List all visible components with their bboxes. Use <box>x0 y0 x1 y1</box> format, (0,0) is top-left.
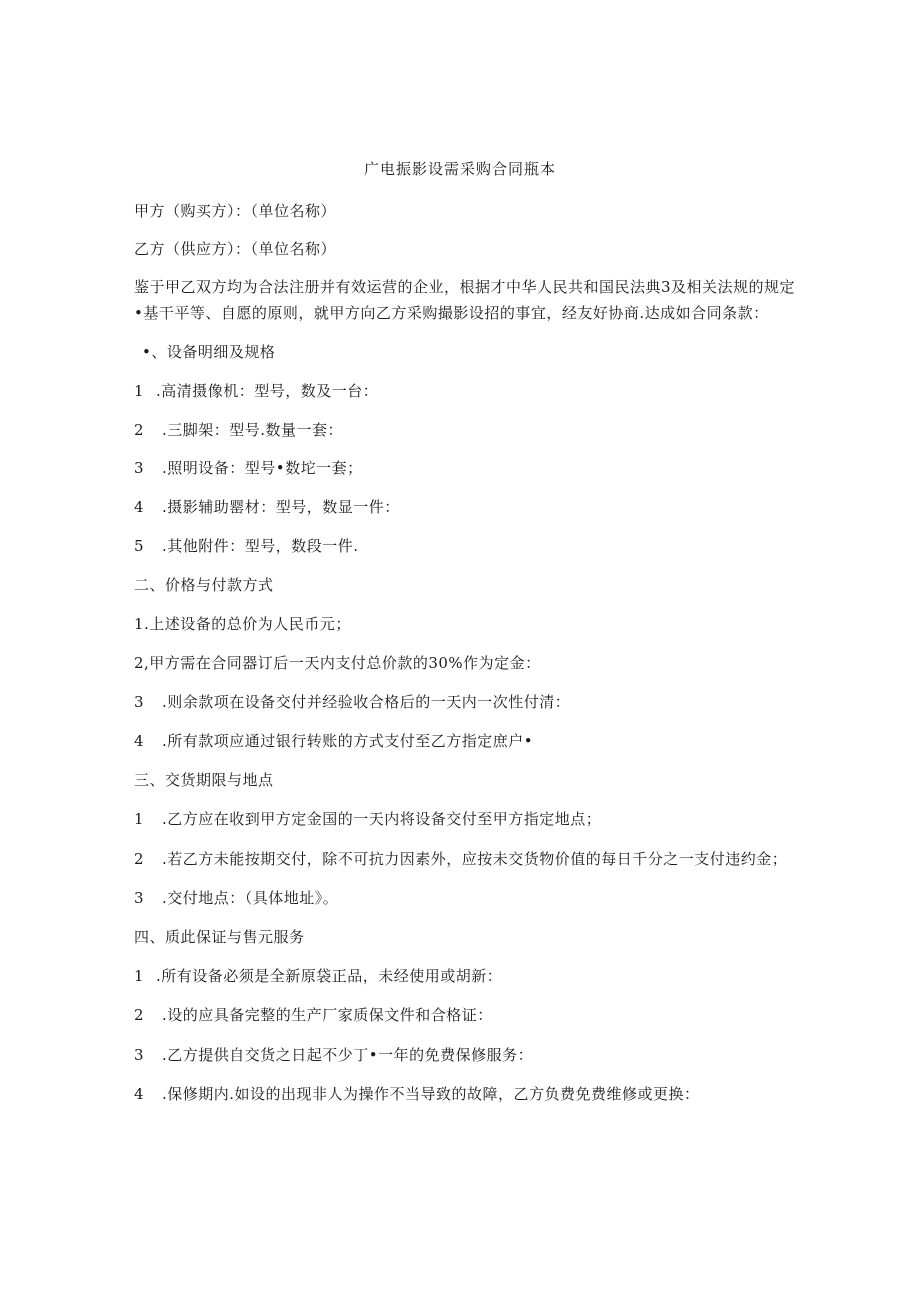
list-item: 2 .三脚架：型号.数量一套： <box>134 421 344 439</box>
section-heading-warranty: 四、质此保证与售元服务 <box>134 928 305 946</box>
list-item: 2,甲方需在合同器订后一天内支付总价款的30%作为定金： <box>134 654 541 672</box>
list-item: 2 .设的应具备完整的生产厂家质保文件和合格证： <box>134 1006 493 1024</box>
list-item: 4 .摄影辅助罂材：型号，数显一件： <box>134 498 400 516</box>
list-item: 3 .则余款项在设备交付并经验收合格后的一天内一次性付清： <box>134 693 571 711</box>
document-title: 广电振影设需采购合同瓶本 <box>363 160 556 178</box>
preamble-line-1: 鉴于甲乙双方均为合法注册并有效运营的企业，根据才中华人民共和国民法典3及相关法规的规定 <box>134 278 796 296</box>
list-item: 1 .所有设备必须是全新原袋正品，未经使用或胡新： <box>134 967 503 985</box>
party-b: 乙方（供应方）：（单位名称） <box>134 240 337 258</box>
list-item: 2 .若乙方未能按期交付，除不可抗力因素外，应按未交货物价值的每日千分之一支付违约金； <box>134 850 788 868</box>
list-item: 4 .所有款项应通过银行转账的方式支付至乙方指定庶户• <box>134 732 534 750</box>
list-item: 4 .保修期内.如设的出现非人为操作不当导致的故障，乙方负费免费维修或更换： <box>134 1085 700 1103</box>
section-heading-payment: 二、价格与付款方式 <box>134 576 274 594</box>
list-item: 1.上述设备的总价为人民币元； <box>134 615 351 633</box>
list-item: 1 .高清摄像机：型号，数及一台： <box>134 382 379 400</box>
party-a: 甲方（购买方）：（单位名称） <box>134 202 337 220</box>
list-item: 3 .乙方提供自交货之日起不少丁•一年的免费保修服务： <box>134 1046 534 1064</box>
section-heading-equipment: •、设备明细及规格 <box>142 343 276 361</box>
section-heading-delivery: 三、交货期限与地点 <box>134 771 274 789</box>
list-item: 3 .交付地点：（具体地址》。 <box>134 889 339 907</box>
list-item: 1 .乙方应在收到甲方定金国的一天内将设备交付至甲方指定地点； <box>134 810 602 828</box>
preamble-line-2: •基干平等、自愿的原则，就甲方向乙方采购撮影设招的事宜，经友好协商.达成如合同条款： <box>134 304 769 322</box>
list-item: 3 .照明设备：型号•数坨一套； <box>134 459 363 477</box>
list-item: 5 .其他附件：型号，数段一件. <box>134 537 359 555</box>
